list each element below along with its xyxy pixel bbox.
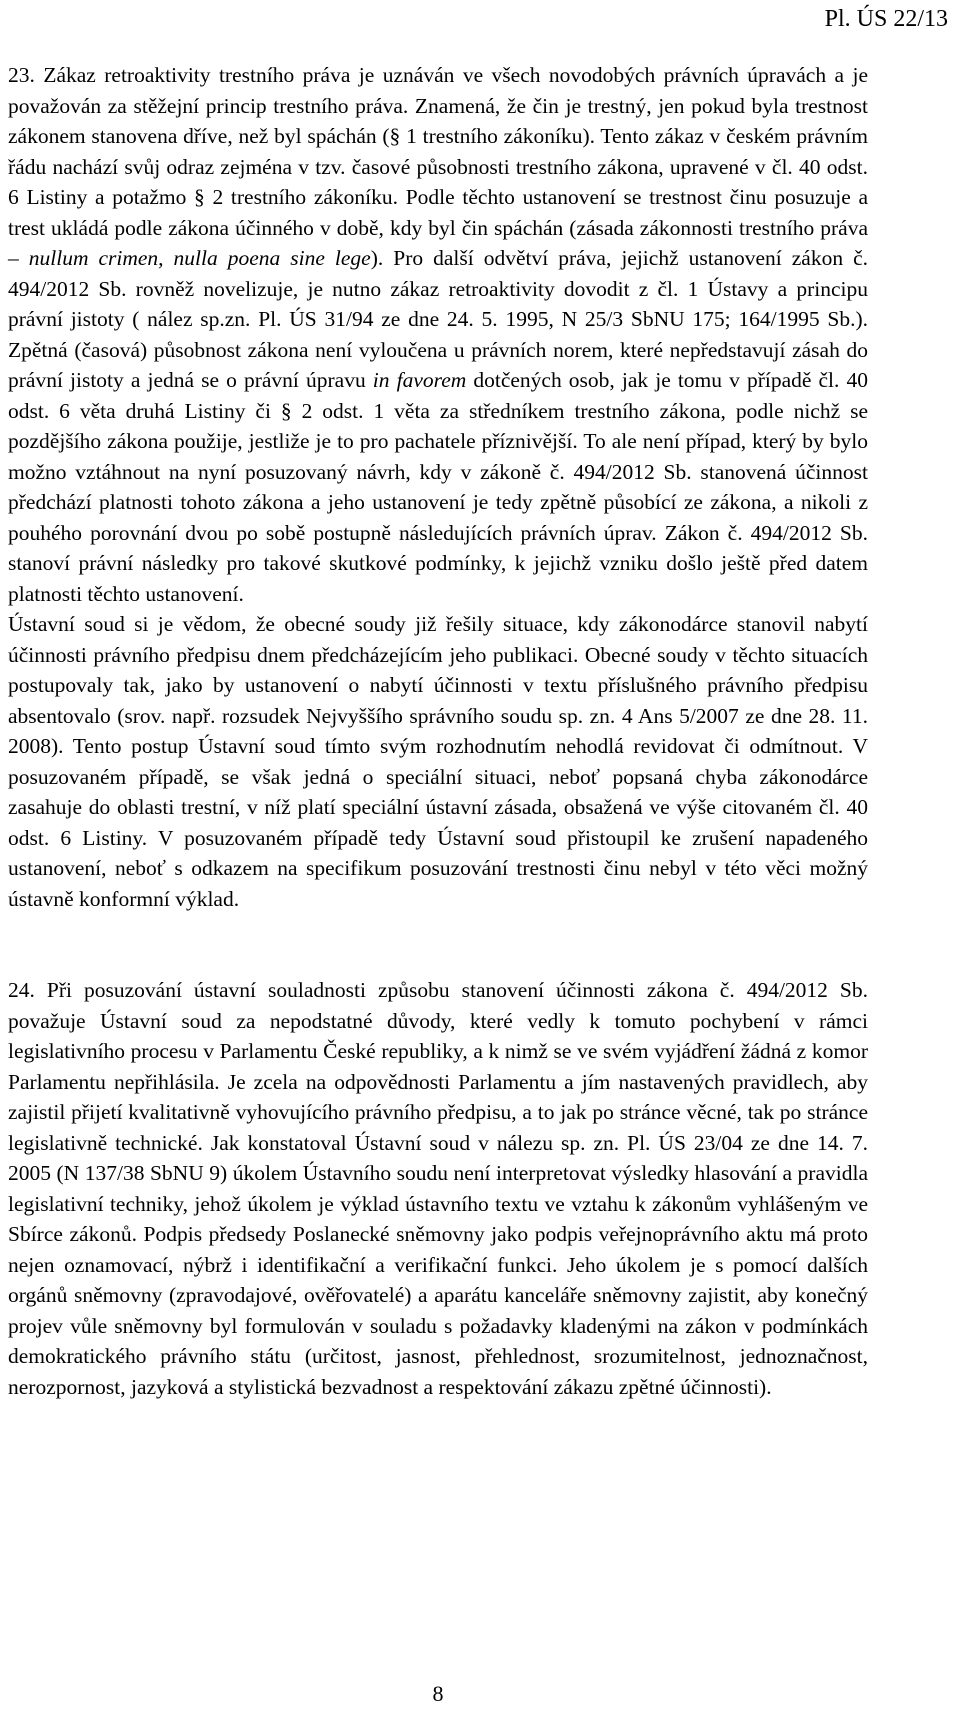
paragraph-23 (8, 60, 868, 609)
latin-phrase: nullum crimen, nulla poena sine lege (28, 246, 371, 270)
paragraph-number: 24. (8, 978, 35, 1002)
latin-phrase: in favorem (372, 368, 467, 392)
page-number: 8 (432, 1681, 444, 1706)
paragraph-text: dotčených osob, jak je tomu v případě čl. 40 odst. 6 věta druhá Listiny či § 2 odst. 1 věta za středníkem trestního zákona, podle nichž se pozdějšího zákona použije, jestliže je to pro pachatele příznivější. To ale není případ, který by bylo možno vztáhnout na nyní posuzovaný návrh, kdy v zákoně č. 494/2012 Sb. stanovená účinnost předchází platnosti tohoto zákona a jeho ustanovení je tedy zpětně působící ze zákona, a nikoli z pouhého porovnání dvou po sobě postupně následujících právních úprav. Zákon č. 494/2012 Sb. stanoví právní následky pro takové skutkové podmínky, k jejichž vzniku došlo ještě před datem platnosti těchto ustanovení. (8, 368, 868, 606)
paragraph-text: Ústavní soud si je vědom, že obecné soudy již řešily situace, kdy zákonodárce stanovil nabytí účinnosti právního předpisu dnem předcházejícím jeho publikaci. Obecné soudy v těchto situacích postupovaly tak, jako by ustanovení o nabytí účinnosti v textu příslušného právního předpisu absentovalo (srov. např. rozsudek Nejvyššího správního soudu sp. zn. 4 Ans 5/2007 ze dne 28. 11. 2008). Tento postup Ústavní soud tímto svým rozhodnutím nehodlá revidovat či odmítnout. V posuzovaném případě, se však jedná o speciální situaci, neboť popsaná chyba zákonodárce zasahuje do oblasti trestní, v níž platí speciální ústavní zásada, obsažená ve výše citovaném čl. 40 odst. 6 Listiny. V posuzovaném případě tedy Ústavní soud přistoupil ke zrušení napadeného ustanovení, neboť s odkazem na specifikum posuzování trestnosti činu nebyl v této věci možný ústavně konformní výklad. (8, 612, 868, 911)
case-number-header: Pl. ÚS 22/13 (824, 6, 948, 32)
paragraph-text: Při posuzování ústavní souladnosti způsobu stanovení účinnosti zákona č. 494/2012 Sb. považuje Ústavní soud za nepodstatné důvody, které vedly k tomuto pochybení v rámci legislativního procesu v Parlamentu České republiky, a k nimž se ve svém vyjádření žádná z komor Parlamentu nepřihlásila. Je zcela na odpovědnosti Parlamentu a jím nastavených pravidlech, aby zajistil přijetí kvalitativně vyhovujícího právního předpisu, a to jak po stránce věcné, tak po stránce legislativně technické. Jak konstatoval Ústavní soud v nálezu sp. zn. Pl. ÚS 23/04 ze dne 14. 7. 2005 (N 137/38 SbNU 9) úkolem Ústavního soudu není interpretovat výsledky hlasování a pravidla legislativní techniky, jehož úkolem je výklad ústavního textu ve vztahu k zákonům vyhlášeným ve Sbírce zákonů. Podpis předsedy Poslanecké sněmovny jako podpis veřejnoprávního aktu má proto nejen oznamovací, nýbrž i identifikační a verifikační funkci. Jeho úkolem je s pomocí dalších orgánů sněmovny (zpravodajové, ověřovatelé) a aparátu kanceláře sněmovny zajistit, aby konečný projev vůle sněmovny byl formulován v souladu s požadavky kladenými na zákon v podmínkách demokratického právního státu (určitost, jasnost, přehlednost, srozumitelnost, jednoznačnost, nerozpornost, jazyková a stylistická bezvadnost a respektování zákazu zpětné účinnosti). (8, 978, 869, 1399)
paragraph-24 (8, 975, 868, 1402)
paragraph-text: Zákaz retroaktivity trestního práva je uznáván ve všech novodobých právních úpravách a je považován za stěžejní princip trestního práva. Znamená, že čin je trestný, jen pokud byla trestnost zákonem stanovena dříve, než byl spáchán (§ 1 trestního zákoníku). Tento zákaz v českém právním řádu nachází svůj odraz zejména v tzv. časové působnosti trestního zákona, upravené v čl. 40 odst. 6 Listiny a potažmo § 2 trestního zákoníku. Podle těchto ustanovení se trestnost činu posuzuje a trest ukládá podle zákona účinného v době, kdy byl čin spáchán (zásada zákonnosti trestního práva – (8, 63, 869, 270)
paragraph-number: 23. (8, 63, 35, 87)
document-body (8, 60, 868, 1402)
paragraph-text: ). Pro další odvětví práva, jejichž ustanovení zákon č. 494/2012 Sb. rovněž novelizuje, je nutno zákaz retroaktivity dovodit z čl. 1 Ústavy a principu právní jistoty ( nález sp.zn. Pl. ÚS 31/94 ze dne 24. 5. 1995, N 25/3 SbNU 175; 164/1995 Sb.). Zpětná (časová) působnost zákona není vyloučena u právních norem, které nepředstavují zásah do právní jistoty a jedná se o právní úpravu (8, 246, 869, 392)
paragraph-23-continued (8, 609, 868, 914)
paragraph-spacer (8, 914, 868, 975)
